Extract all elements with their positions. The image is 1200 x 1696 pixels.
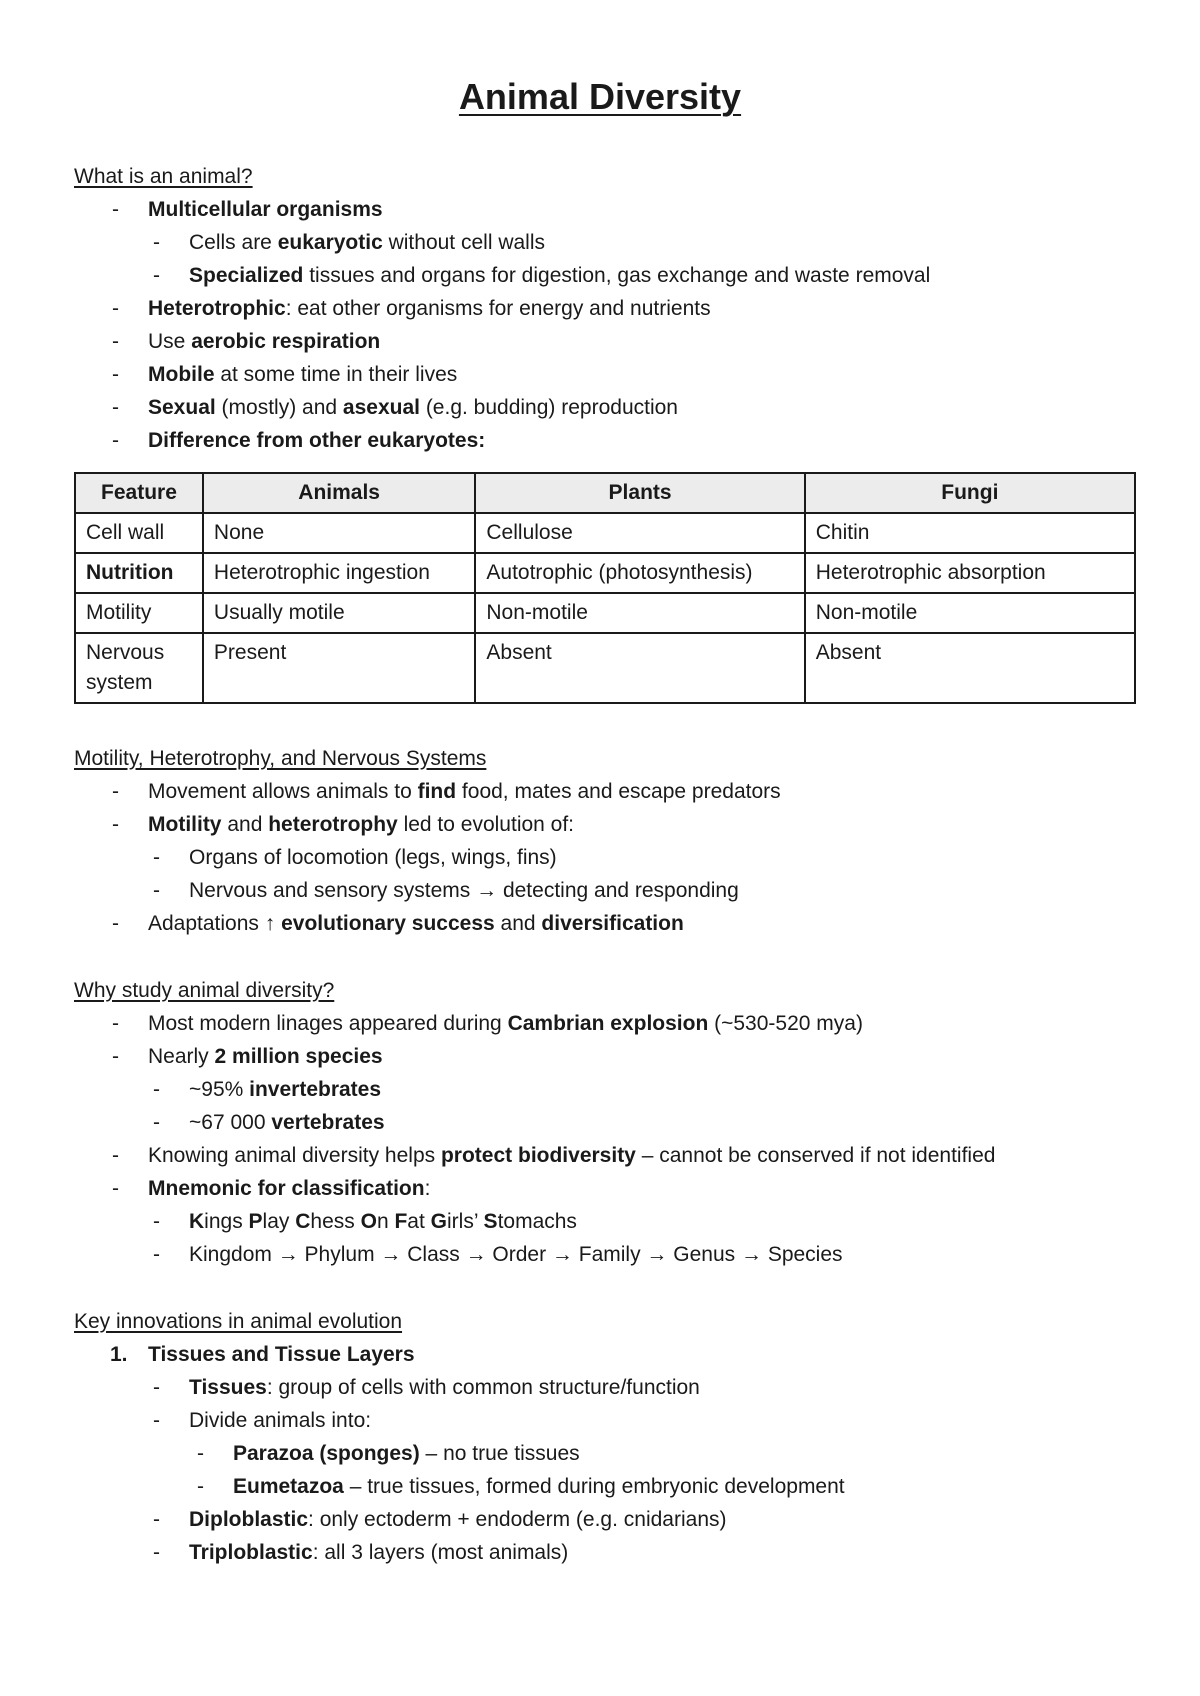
table-cell: Absent xyxy=(475,633,804,703)
table-cell: Usually motile xyxy=(203,593,475,633)
table-cell: Heterotrophic absorption xyxy=(805,553,1135,593)
table-cell: Chitin xyxy=(805,513,1135,553)
table-cell: Cellulose xyxy=(475,513,804,553)
table-header: Plants xyxy=(475,473,804,513)
table-cell: Non-motile xyxy=(805,593,1135,633)
section-heading-motility: Motility, Heterotrophy, and Nervous Systems xyxy=(74,747,487,770)
table-header-row xyxy=(75,473,1135,513)
table-cell: Nutrition xyxy=(75,553,203,593)
section-heading-what-is-animal: What is an animal? xyxy=(74,165,253,188)
table-header: Fungi xyxy=(805,473,1135,513)
comparison-table xyxy=(74,472,1136,704)
table-cell: Nervous system xyxy=(75,633,203,703)
table-header: Animals xyxy=(203,473,475,513)
table-cell: Motility xyxy=(75,593,203,633)
table-row xyxy=(75,633,1135,703)
table-cell: Heterotrophic ingestion xyxy=(203,553,475,593)
table-cell: Cell wall xyxy=(75,513,203,553)
table-row xyxy=(75,513,1135,553)
table-cell: Present xyxy=(203,633,475,703)
table-cell: Autotrophic (photosynthesis) xyxy=(475,553,804,593)
page-title: Animal Diversity xyxy=(458,76,742,117)
section-heading-why-study: Why study animal diversity? xyxy=(74,979,335,1002)
table-header: Feature xyxy=(75,473,203,513)
table-row xyxy=(75,593,1135,633)
table-cell: None xyxy=(203,513,475,553)
section-heading-key-innovations: Key innovations in animal evolution xyxy=(74,1310,403,1333)
document-page: Animal Diversity What is an animal? - Multicellular organisms - Cells are eukaryotic without cell walls - Specialized tissues and organs for digestion, gas exchange and waste removal - Heterotrophic: eat other organisms for energy and nutrients - Use aerobic respiration - Mobile at some time in their lives - Sexual (mostly) and asexual (e.g. budding) reproduction - Difference from other eukaryotes: Feature Animals Plants Fungi Cell wall None Cellulose Chitin Nutrition Heterotrophic ingestion Autotrophic (photosynthesis) Heterotrophic absorption Motility Usually motile Non-motile Non-motile Nervous system Present Absent Absent Motility, Heterotrophy, and Nervous Systems - Movement allows animals to find food, mates and escape predators - Motility and heterotrophy led to evolution of: - Organs of locomotion (legs, wings, fins) - Nervous and sensory systems → detecting and responding - Adaptations ↑ evolutionary success and diversification Why study animal diversity? - Most modern linages appeared during Cambrian explosion (~530-520 mya) - Nearly 2 million species - ~95% invertebrates - ~67 000 vertebrates - Knowing animal diversity helps protect biodiversity – cannot be conserved if not identified - Mnemonic for classification: - Kings Play Chess On Fat Girls’ Stomachs - Kingdom → Phylum → Class → Order → Family → Genus → Species Key innovations in animal evolution 1. Tissues and Tissue Layers - Tissues: group of cells with common structure/function - Divide animals into: - Parazoa (sponges) – no true tissues - Eumetazoa – true tissues, formed during embryonic development - Diploblastic: only ectoderm + endoderm (e.g. cnidarians) - Triploblastic: all 3 layers (most animals) xyxy=(0,0,1200,1696)
table-cell: Absent xyxy=(805,633,1135,703)
table-cell: Non-motile xyxy=(475,593,804,633)
table-row xyxy=(75,553,1135,593)
